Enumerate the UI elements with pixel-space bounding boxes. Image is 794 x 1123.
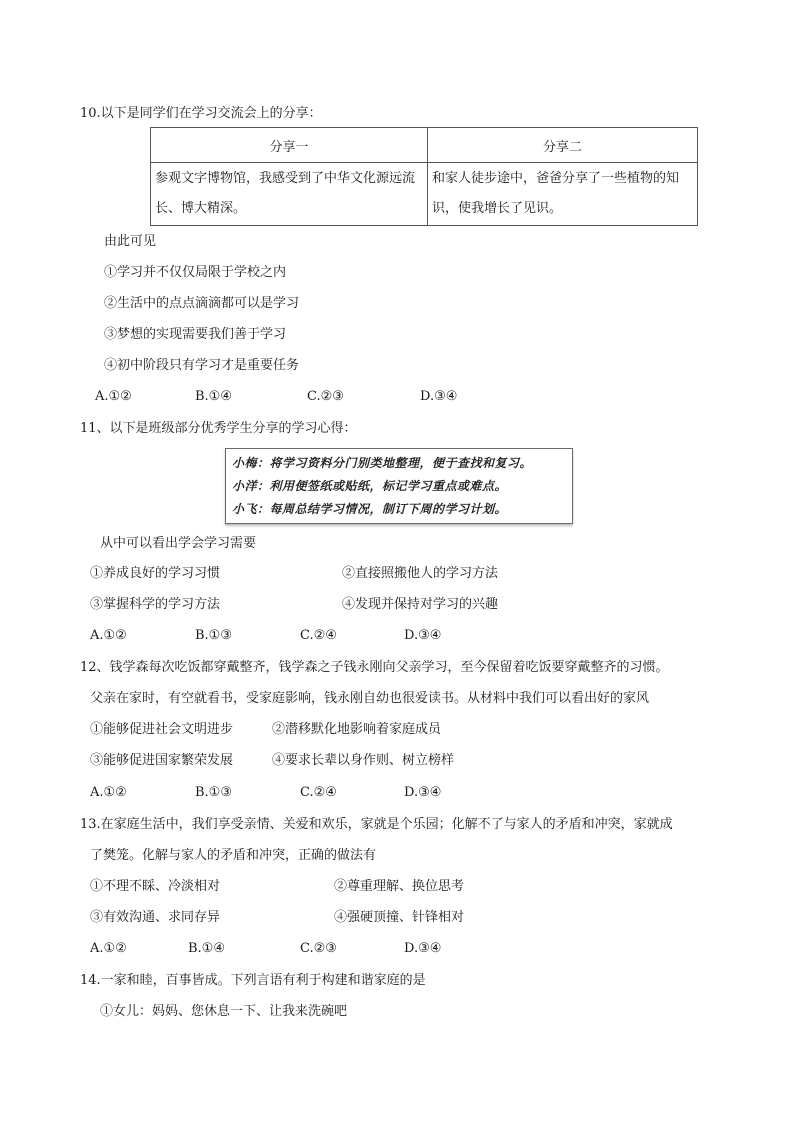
statement: ④发现并保持对学习的兴趣 [342, 597, 499, 612]
q10-lead: 由此可见 [104, 234, 157, 249]
statement: ①不理不睬、冷淡相对 [90, 879, 221, 894]
note-line: 小飞：每周总结学习情况，制订下周的学习计划。 [232, 502, 508, 516]
share-table [150, 127, 698, 226]
table-cell: 参观文字博物馆，我感受到了中华文化源远流长、博大精深。 [151, 163, 428, 226]
q10-stem: 10.以下是同学们在学习交流会上的分享： [80, 106, 322, 121]
q13-stem-line1: 13.在家庭生活中，我们享受亲情、关爱和欢乐，家就是个乐园；化解不了与家人的矛盾和冲突，家就成 [80, 817, 673, 832]
handwritten-notes-image [225, 448, 573, 524]
statement: ③梦想的实现需要我们善于学习 [104, 327, 287, 342]
q12-stem-line1: 12、钱学森每次吃饭都穿戴整齐，钱学森之子钱永刚向父亲学习，至今保留着吃饭要穿戴整齐的习惯。 [80, 660, 669, 675]
choice-b: B.①③ [195, 785, 232, 800]
statement: ③掌握科学的学习方法 [90, 597, 221, 612]
choice-a: A.①② [95, 389, 132, 404]
statement: ②直接照搬他人的学习方法 [342, 566, 499, 581]
statement: ④强硬顶撞、针锋相对 [334, 910, 465, 925]
statement: ③能够促进国家繁荣发展 [90, 753, 234, 768]
statement: ①能够促进社会文明进步 [90, 722, 234, 737]
statement: ②生活中的点点滴滴都可以是学习 [104, 296, 300, 311]
statement: ①学习并不仅仅局限于学校之内 [104, 265, 287, 280]
q14-stem: 14.一家和睦，百事皆成。下列言语有利于构建和谐家庭的是 [80, 973, 426, 988]
choice-c: C.②④ [300, 628, 337, 643]
note-line: 小梅：将学习资料分门别类地整理，便于查找和复习。 [232, 456, 533, 470]
choice-d: D.③④ [404, 628, 442, 643]
choice-a: A.①② [90, 628, 127, 643]
q12-stem-line2: 父亲在家时，有空就看书，受家庭影响，钱永刚自幼也很爱读书。从材料中我们可以看出好的家风 [90, 691, 650, 706]
q13-stem-line2: 了樊笼。化解与家人的矛盾和冲突，正确的做法有 [90, 848, 377, 863]
choice-d: D.③④ [404, 941, 442, 956]
choice-c: C.②④ [300, 785, 337, 800]
choice-a: A.①② [90, 785, 127, 800]
q11-lead: 从中可以看出学会学习需要 [100, 536, 257, 551]
choice-b: B.①④ [195, 389, 232, 404]
statement: ②潜移默化地影响着家庭成员 [272, 722, 442, 737]
statement: ③有效沟通、求同存异 [90, 910, 221, 925]
choice-d: D.③④ [420, 389, 458, 404]
choice-b: B.①③ [195, 628, 232, 643]
table-cell: 和家人徒步途中，爸爸分享了一些植物的知识，使我增长了见识。 [428, 163, 698, 226]
choice-c: C.②③ [307, 389, 344, 404]
statement: ④初中阶段只有学习才是重要任务 [104, 358, 300, 373]
statement: ②尊重理解、换位思考 [334, 879, 465, 894]
statement: ①女儿：妈妈、您休息一下、让我来洗碗吧 [100, 1004, 348, 1019]
statement: ④要求长辈以身作则、树立榜样 [272, 753, 455, 768]
choice-b: B.①④ [188, 941, 225, 956]
q11-stem: 11、以下是班级部分优秀学生分享的学习心得： [80, 421, 357, 436]
table-header: 分享二 [428, 128, 698, 163]
choice-c: C.②③ [300, 941, 337, 956]
choice-d: D.③④ [404, 785, 442, 800]
choice-a: A.①② [90, 941, 127, 956]
statement: ①养成良好的学习习惯 [90, 566, 221, 581]
table-header: 分享一 [151, 128, 428, 163]
note-line: 小洋：利用便签纸或贴纸，标记学习重点或难点。 [232, 479, 508, 493]
